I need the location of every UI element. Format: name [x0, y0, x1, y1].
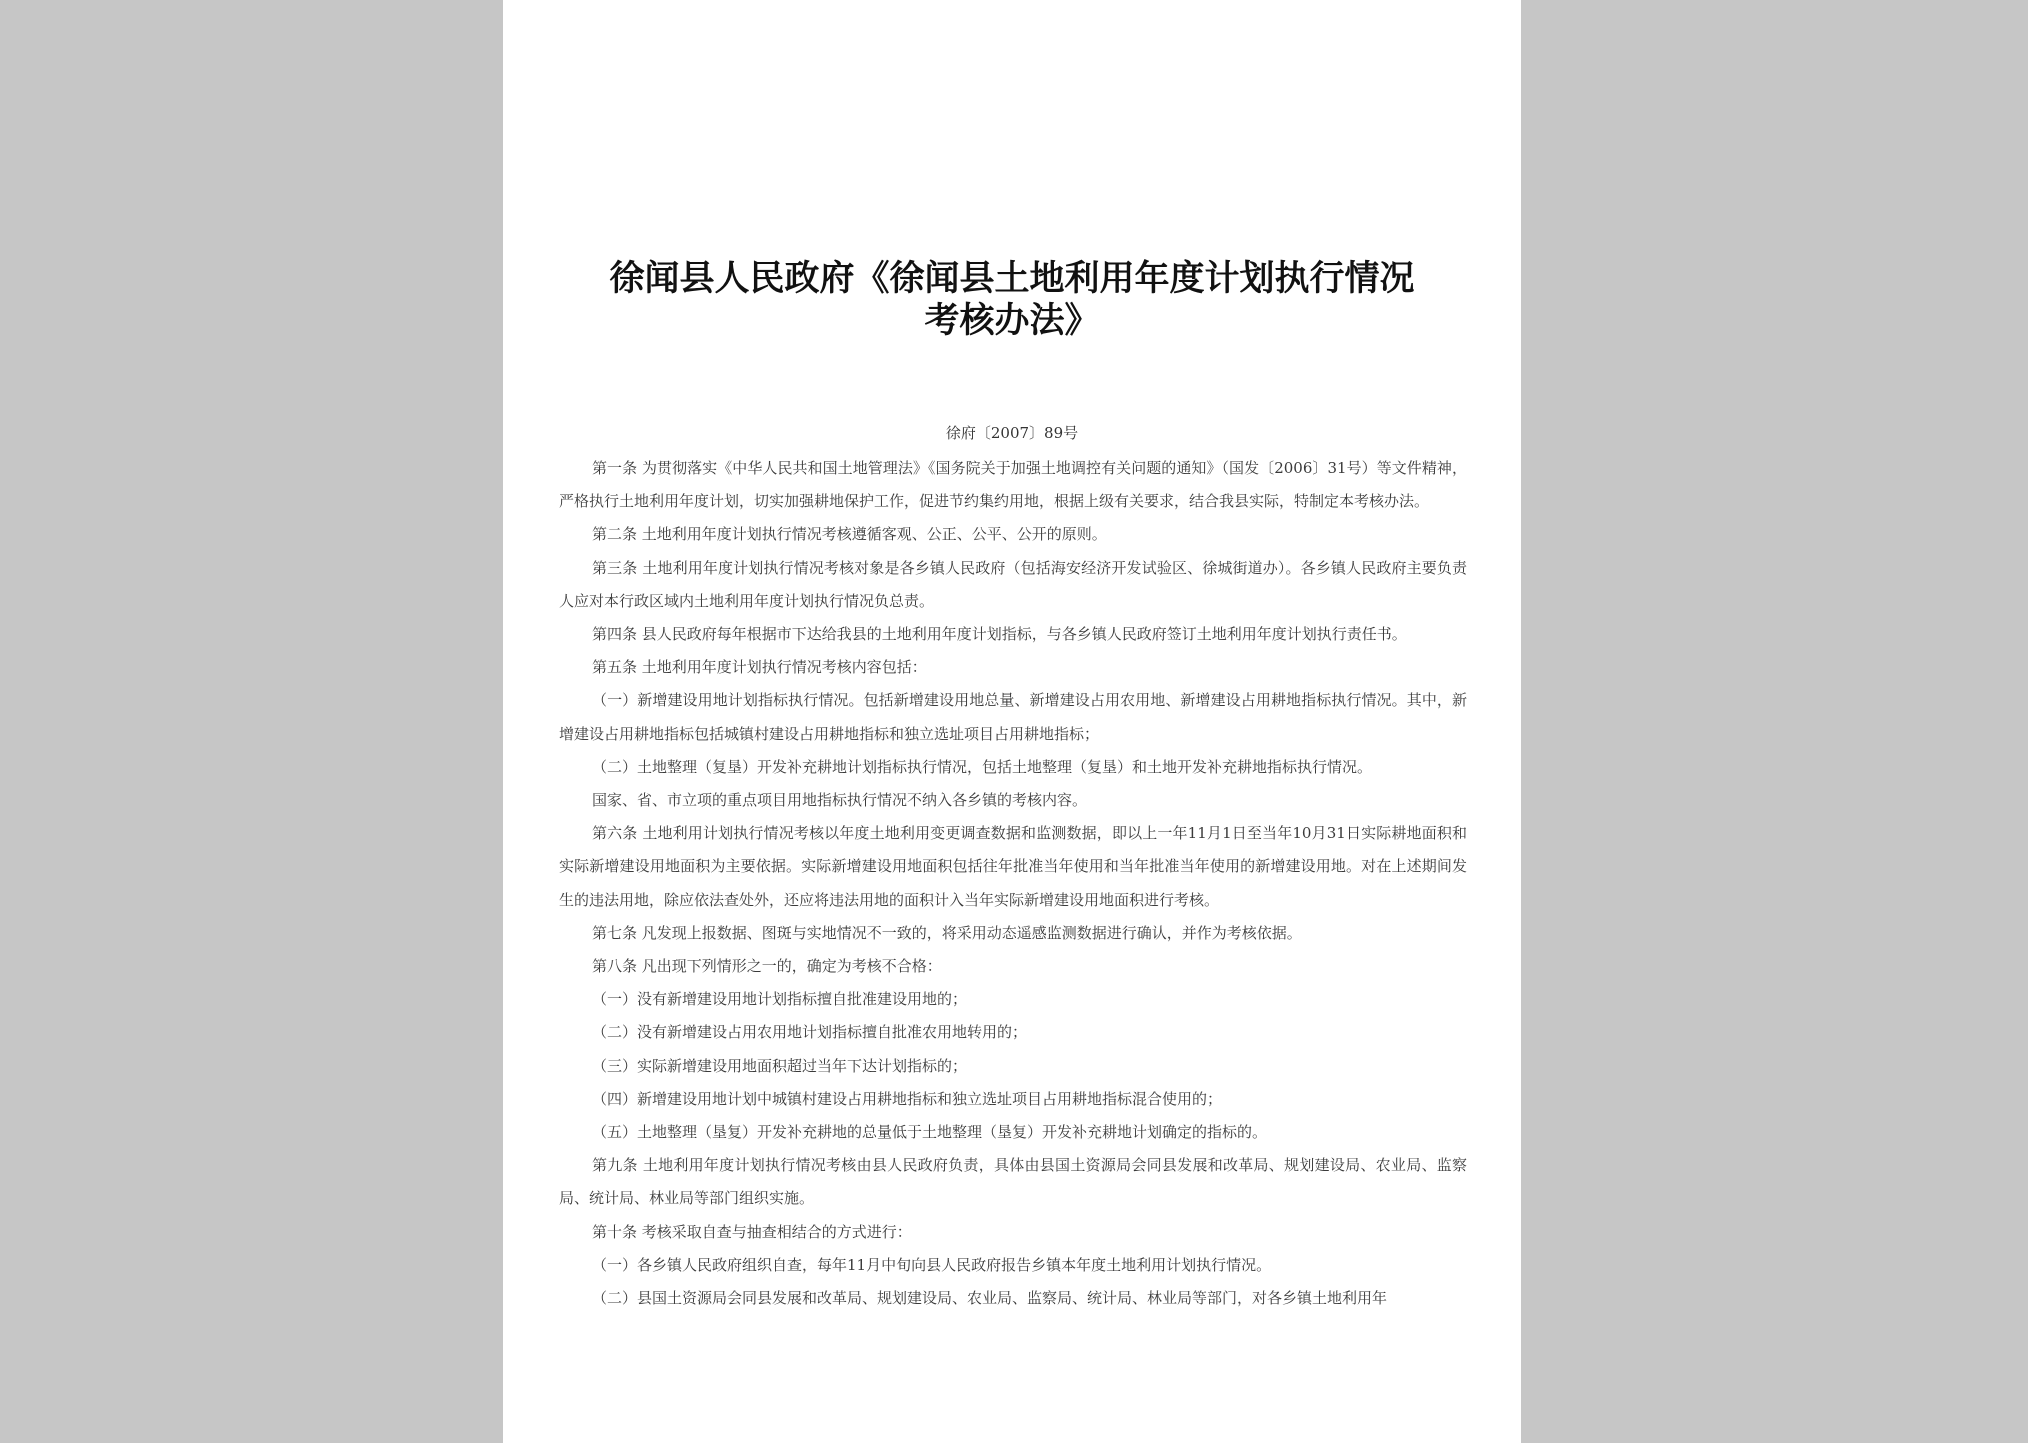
paragraph-11: 第八条 凡出现下列情形之一的，确定为考核不合格：: [592, 957, 942, 976]
paragraph-2: 第二条 土地利用年度计划执行情况考核遵循客观、公正、公平、公开的原则。: [592, 525, 1107, 544]
title-line-2: 考核办法》: [924, 300, 1100, 341]
document-title: [503, 258, 1521, 342]
paragraph-1: 第一条 为贯彻落实《中华人民共和国土地管理法》《国务院关于加强土地调控有关问题的通知》（国发〔2006〕31号）等文件精神，严格执行土地利用年度计划，切实加强耕地保护工作，促进节约集约用地，根据上级有关要求，结合我县实际，特制定本考核办法。: [559, 459, 1467, 511]
paragraph-16: （五）土地整理（垦复）开发补充耕地的总量低于土地整理（垦复）开发补充耕地计划确定的指标的。: [592, 1123, 1268, 1142]
paragraph-15: （四）新增建设用地计划中城镇村建设占用耕地指标和独立选址项目占用耕地指标混合使用的；: [592, 1089, 1223, 1108]
document-body: [559, 452, 1467, 1315]
paragraph-10: 第七条 凡发现上报数据、图斑与实地情况不一致的，将采用动态遥感监测数据进行确认，并作为考核依据。: [592, 923, 1302, 942]
paragraph-18: 第十条 考核采取自查与抽查相结合的方式进行：: [592, 1222, 912, 1241]
paragraph-6: （一）新增建设用地计划指标执行情况。包括新增建设用地总量、新增建设占用农用地、新增建设占用耕地指标执行情况。其中，新增建设占用耕地指标包括城镇村建设占用耕地指标和独立选址项目占用耕地指标；: [559, 691, 1467, 743]
paragraph-3: 第三条 土地利用年度计划执行情况考核对象是各乡镇人民政府（包括海安经济开发试验区、徐城街道办）。各乡镇人民政府主要负责人应对本行政区域内土地利用年度计划执行情况负总责。: [559, 558, 1467, 610]
paragraph-19: （一）各乡镇人民政府组织自查，每年11月中旬向县人民政府报告乡镇本年度土地利用计划执行情况。: [592, 1255, 1272, 1274]
title-line-1: 徐闻县人民政府《徐闻县土地利用年度计划执行情况: [609, 258, 1415, 299]
paragraph-8: 国家、省、市立项的重点项目用地指标执行情况不纳入各乡镇的考核内容。: [592, 791, 1088, 810]
paragraph-17: 第九条 土地利用年度计划执行情况考核由县人民政府负责，具体由县国土资源局会同县发展和改革局、规划建设局、农业局、监察局、统计局、林业局等部门组织实施。: [559, 1156, 1467, 1208]
paragraph-12: （一）没有新增建设用地计划指标擅自批准建设用地的；: [592, 990, 968, 1009]
document-page: [503, 0, 1521, 1443]
paragraph-20: （二）县国土资源局会同县发展和改革局、规划建设局、农业局、监察局、统计局、林业局等部门，对各乡镇土地利用年: [592, 1289, 1388, 1308]
document-number: 徐府〔2007〕89号: [945, 424, 1079, 442]
paragraph-4: 第四条 县人民政府每年根据市下达给我县的土地利用年度计划指标，与各乡镇人民政府签订土地利用年度计划执行责任书。: [592, 625, 1407, 644]
paragraph-9: 第六条 土地利用计划执行情况考核以年度土地利用变更调查数据和监测数据，即以上一年11月1日至当年10月31日实际耕地面积和实际新增建设用地面积为主要依据。实际新增建设用地面积包括往年批准当年使用和当年批准当年使用的新增建设用地。对在上述期间发生的违法用地，除应依法查处外，还应将违法用地的面积计入当年实际新增建设用地面积进行考核。: [559, 824, 1467, 909]
paragraph-7: （二）土地整理（复垦）开发补充耕地计划指标执行情况，包括土地整理（复垦）和土地开发补充耕地指标执行情况。: [592, 757, 1373, 776]
paragraph-13: （二）没有新增建设占用农用地计划指标擅自批准农用地转用的；: [592, 1023, 1028, 1042]
paragraph-14: （三）实际新增建设用地面积超过当年下达计划指标的；: [592, 1056, 968, 1075]
paragraph-5: 第五条 土地利用年度计划执行情况考核内容包括：: [592, 658, 927, 677]
